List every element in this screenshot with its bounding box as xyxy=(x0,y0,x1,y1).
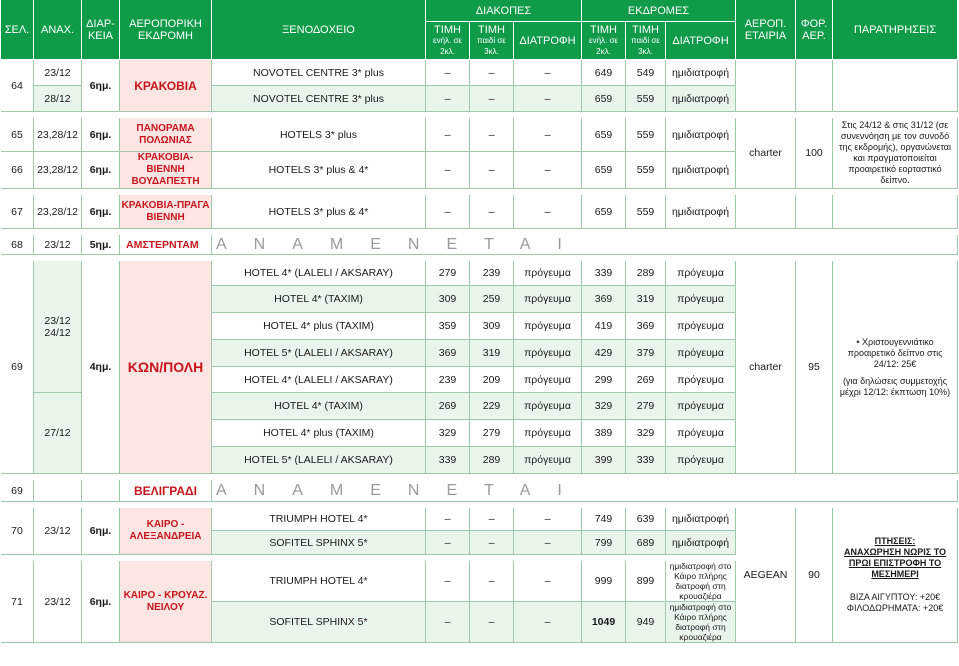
col-ekdromes: ΕΚΔΡΟΜΕΣ xyxy=(582,0,736,22)
col-notes: ΠΑΡΑΤΗΡΗΣΕΙΣ xyxy=(833,0,958,60)
meal-plan: ημιδιατροφή στο Κάιρο πλήρης διατροφή στη κρουαζιέρα xyxy=(666,602,736,643)
notes: Στις 24/12 & στις 31/12 (σε συνεννόηση με τον συνοδό της εκδρομής), οργανώνεται και πραγματοποιείται προαιρετικό εορταστικό δείπνο. xyxy=(833,118,958,189)
col-diakopes: ΔΙΑΚΟΠΕΣ xyxy=(426,0,582,22)
hotel-name: HOTEL 5* (LALELI / AKSARAY) xyxy=(212,447,426,474)
meal-plan: πρόγευμα xyxy=(514,447,582,474)
table-row xyxy=(1,195,958,229)
hotel-name: TRIUMPH HOTEL 4* xyxy=(212,561,426,602)
departure-date: 23,28/12 xyxy=(34,118,82,152)
price-child: 289 xyxy=(626,261,666,286)
meal-plan: πρόγευμα xyxy=(514,420,582,447)
empty-cell xyxy=(736,60,796,112)
empty-cell: – xyxy=(426,118,470,152)
price-adult: 269 xyxy=(426,393,470,420)
destination: ΚΑΙΡΟ - ΑΛΕΞΑΝΔΡΕΙΑ xyxy=(120,508,212,555)
price-adult: 429 xyxy=(582,340,626,367)
price-child: 689 xyxy=(626,531,666,555)
empty-cell: – xyxy=(470,531,514,555)
page-number: 70 xyxy=(1,508,34,555)
meal-plan: πρόγευμα xyxy=(514,286,582,313)
empty-cell: – xyxy=(426,152,470,189)
price-adult: 799 xyxy=(582,531,626,555)
col-diakopes-adult: ΤΙΜΗ ενήλ. σε 2κλ. xyxy=(426,22,470,60)
price-adult: 299 xyxy=(582,367,626,393)
price-child: 329 xyxy=(626,420,666,447)
empty-cell: – xyxy=(514,508,582,531)
price-adult: 369 xyxy=(582,286,626,313)
empty-cell xyxy=(796,195,833,229)
col-hotel: ΞΕΝΟΔΟΧΕΙΟ xyxy=(212,0,426,60)
meal-plan: πρόγευμα xyxy=(514,393,582,420)
hotel-name: HOTELS 3* plus xyxy=(212,118,426,152)
meal-plan: πρόγευμα xyxy=(666,261,736,286)
empty-cell: – xyxy=(470,60,514,86)
notes: • Χριστουγεννιάτικο προαιρετικό δείπνο στις 24/12: 25€ (για δηλώσεις συμμετοχής μέχρι 12/12: έκπτωση 10%) xyxy=(833,261,958,474)
price-child: 559 xyxy=(626,86,666,112)
price-adult: 419 xyxy=(582,313,626,340)
price-adult: 389 xyxy=(582,420,626,447)
hotel-name: HOTEL 4* (LALELI / AKSARAY) xyxy=(212,261,426,286)
duration: 6ημ. xyxy=(82,60,120,112)
meal-plan: ημιδιατροφή xyxy=(666,86,736,112)
departure-date: 28/12 xyxy=(34,86,82,112)
meal-plan: ημιδιατροφή xyxy=(666,195,736,229)
meal-plan: πρόγευμα xyxy=(514,367,582,393)
duration: 6ημ. xyxy=(82,118,120,152)
meal-plan: πρόγευμα xyxy=(666,393,736,420)
empty-cell: – xyxy=(514,561,582,602)
page-number: 68 xyxy=(1,235,34,255)
destination: ΚΡΑΚΟΒΙΑ-ΒΙΕΝΝΗ ΒΟΥΔΑΠΕΣΤΗ xyxy=(120,152,212,189)
empty-cell: – xyxy=(514,531,582,555)
price-adult: 239 xyxy=(426,367,470,393)
empty-cell xyxy=(833,60,958,112)
col-sel: ΣΕΛ. xyxy=(1,0,34,60)
page-number: 69 xyxy=(1,480,34,502)
airport-tax: 100 xyxy=(796,118,833,189)
destination: ΚΡΑΚΟΒΙΑ xyxy=(120,60,212,112)
price-adult: 399 xyxy=(582,447,626,474)
col-tax: ΦΟΡ. ΑΕΡ. xyxy=(796,0,833,60)
empty-cell: – xyxy=(470,602,514,643)
empty-cell: – xyxy=(470,561,514,602)
destination: ΑΜΣΤΕΡΝΤΑΜ xyxy=(120,235,212,255)
price-adult: 309 xyxy=(426,286,470,313)
meal-plan: ημιδιατροφή xyxy=(666,531,736,555)
meal-plan: ημιδιατροφή xyxy=(666,60,736,86)
meal-plan: πρόγευμα xyxy=(514,313,582,340)
empty-cell: – xyxy=(514,195,582,229)
page-number: 69 xyxy=(1,261,34,474)
airport-tax: 90 xyxy=(796,508,833,643)
airline: AEGEAN xyxy=(736,508,796,643)
table-row xyxy=(1,480,958,502)
meal-plan: ημιδιατροφή xyxy=(666,152,736,189)
price-child: 639 xyxy=(626,508,666,531)
empty-cell: – xyxy=(426,508,470,531)
page-number: 71 xyxy=(1,561,34,643)
hotel-name: HOTEL 4* plus (TAXIM) xyxy=(212,420,426,447)
empty-cell: – xyxy=(426,531,470,555)
price-adult: 659 xyxy=(582,195,626,229)
departure-date: 23/12 xyxy=(34,235,82,255)
hotel-name: SOFITEL SPHINX 5* xyxy=(212,531,426,555)
airport-tax: 95 xyxy=(796,261,833,474)
price-child: 319 xyxy=(470,340,514,367)
empty-cell: – xyxy=(470,195,514,229)
price-child: 289 xyxy=(470,447,514,474)
meal-plan: πρόγευμα xyxy=(666,340,736,367)
col-diakopes-meal: ΔΙΑΤΡΟΦΗ xyxy=(514,22,582,60)
col-ekdromes-meal: ΔΙΑΤΡΟΦΗ xyxy=(666,22,736,60)
meal-plan: πρόγευμα xyxy=(666,420,736,447)
price-adult: 749 xyxy=(582,508,626,531)
price-child: 899 xyxy=(626,561,666,602)
hotel-name: HOTEL 5* (LALELI / AKSARAY) xyxy=(212,340,426,367)
meal-plan: πρόγευμα xyxy=(666,313,736,340)
price-child: 309 xyxy=(470,313,514,340)
price-adult: 1049 xyxy=(582,602,626,643)
page-number: 66 xyxy=(1,152,34,189)
price-child: 279 xyxy=(626,393,666,420)
price-child: 229 xyxy=(470,393,514,420)
hotel-name: HOTEL 4* (TAXIM) xyxy=(212,393,426,420)
destination: ΚΑΙΡΟ - ΚΡΟΥΑΖ. ΝΕΙΛΟΥ xyxy=(120,561,212,643)
departure-date: 23/12 xyxy=(34,60,82,86)
meal-plan: ημιδιατροφή xyxy=(666,508,736,531)
airline: charter xyxy=(736,261,796,474)
hotel-name: HOTEL 4* (LALELI / AKSARAY) xyxy=(212,367,426,393)
price-adult: 659 xyxy=(582,86,626,112)
price-adult: 339 xyxy=(426,447,470,474)
empty-cell xyxy=(833,195,958,229)
duration: 5ημ. xyxy=(82,235,120,255)
price-adult: 329 xyxy=(426,420,470,447)
empty-cell xyxy=(34,480,82,502)
meal-plan: πρόγευμα xyxy=(666,286,736,313)
meal-plan: πρόγευμα xyxy=(514,261,582,286)
price-adult: 339 xyxy=(582,261,626,286)
page-number: 65 xyxy=(1,118,34,152)
price-adult: 369 xyxy=(426,340,470,367)
hotel-name: SOFITEL SPHINX 5* xyxy=(212,602,426,643)
price-child: 559 xyxy=(626,195,666,229)
page-number: 64 xyxy=(1,60,34,112)
status-pending: ΑΝΑΜΕΝΕΤΑΙ xyxy=(212,235,958,255)
departure-date: 23/12 xyxy=(34,508,82,555)
duration: 6ημ. xyxy=(82,508,120,555)
meal-plan: πρόγευμα xyxy=(666,367,736,393)
empty-cell: – xyxy=(426,86,470,112)
empty-cell xyxy=(82,480,120,502)
meal-plan: πρόγευμα xyxy=(666,447,736,474)
empty-cell: – xyxy=(426,195,470,229)
empty-cell: – xyxy=(470,118,514,152)
hotel-name: HOTEL 4* plus (TAXIM) xyxy=(212,313,426,340)
price-child: 949 xyxy=(626,602,666,643)
status-pending: ΑΝΑΜΕΝΕΤΑΙ xyxy=(212,480,958,502)
price-adult: 649 xyxy=(582,60,626,86)
price-child: 559 xyxy=(626,118,666,152)
departure-date: 23/12 24/12 xyxy=(34,261,82,393)
airline: charter xyxy=(736,118,796,189)
empty-cell: – xyxy=(470,86,514,112)
hotel-name: HOTEL 4* (TAXIM) xyxy=(212,286,426,313)
table-row xyxy=(1,118,958,152)
price-child: 339 xyxy=(626,447,666,474)
col-ekdromes-child: ΤΙΜΗ παιδί σε 3κλ. xyxy=(626,22,666,60)
empty-cell: – xyxy=(514,60,582,86)
meal-plan: ημιδιατροφή xyxy=(666,118,736,152)
hotel-name: HOTELS 3* plus & 4* xyxy=(212,195,426,229)
price-child: 279 xyxy=(470,420,514,447)
notes: ΠΤΗΣΕΙΣ: ΑΝΑΧΩΡΗΣΗ ΝΩΡΙΣ ΤΟ ΠΡΩΙ ΕΠΙΣΤΡΟΦΗ ΤΟ ΜΕΣΗΜΕΡΙ ΒΙΖΑ ΑΙΓΥΠΤΟΥ: +20€ ΦΙΛΟΔΩΡΗΜΑΤΑ: +20€ xyxy=(833,508,958,643)
meal-plan: ημιδιατροφή στο Κάιρο πλήρης διατροφή στη κρουαζιέρα xyxy=(666,561,736,602)
col-aeroporiki: ΑΕΡΟΠΟΡΙΚΗ ΕΚΔΡΟΜΗ xyxy=(120,0,212,60)
table-row xyxy=(1,60,958,86)
price-adult: 999 xyxy=(582,561,626,602)
price-child: 259 xyxy=(470,286,514,313)
price-child: 369 xyxy=(626,313,666,340)
duration: 4ημ. xyxy=(82,261,120,474)
col-ekdromes-adult: ΤΙΜΗ ενήλ. σε 2κλ. xyxy=(582,22,626,60)
col-diakopes-child: ΤΙΜΗ παιδί σε 3κλ. xyxy=(470,22,514,60)
empty-cell xyxy=(796,60,833,112)
empty-cell: – xyxy=(514,152,582,189)
destination: ΠΑΝΟΡΑΜΑ ΠΟΛΩΝΙΑΣ xyxy=(120,118,212,152)
empty-cell: – xyxy=(514,118,582,152)
price-child: 239 xyxy=(470,261,514,286)
table-row xyxy=(1,261,958,286)
departure-date: 27/12 xyxy=(34,393,82,474)
price-adult: 279 xyxy=(426,261,470,286)
departure-date: 23,28/12 xyxy=(34,152,82,189)
price-child: 319 xyxy=(626,286,666,313)
col-airline: ΑΕΡΟΠ. ΕΤΑΙΡΙΑ xyxy=(736,0,796,60)
price-child: 269 xyxy=(626,367,666,393)
duration: 6ημ. xyxy=(82,195,120,229)
hotel-name: NOVOTEL CENTRE 3* plus xyxy=(212,60,426,86)
page-number: 67 xyxy=(1,195,34,229)
empty-cell: – xyxy=(426,60,470,86)
empty-cell: – xyxy=(470,508,514,531)
hotel-name: HOTELS 3* plus & 4* xyxy=(212,152,426,189)
meal-plan: πρόγευμα xyxy=(514,340,582,367)
hotel-name: TRIUMPH HOTEL 4* xyxy=(212,508,426,531)
table-row xyxy=(1,508,958,531)
duration: 6ημ. xyxy=(82,561,120,643)
empty-cell: – xyxy=(426,602,470,643)
destination: ΚΡΑΚΟΒΙΑ-ΠΡΑΓΑ ΒΙΕΝΝΗ xyxy=(120,195,212,229)
price-child: 549 xyxy=(626,60,666,86)
col-anax: ΑΝΑΧ. xyxy=(34,0,82,60)
price-adult: 659 xyxy=(582,118,626,152)
empty-cell: – xyxy=(470,152,514,189)
price-adult: 329 xyxy=(582,393,626,420)
price-child: 559 xyxy=(626,152,666,189)
departure-date: 23/12 xyxy=(34,561,82,643)
table-row xyxy=(1,235,958,255)
empty-cell xyxy=(736,195,796,229)
departure-date: 23,28/12 xyxy=(34,195,82,229)
price-child: 209 xyxy=(470,367,514,393)
price-adult: 659 xyxy=(582,152,626,189)
empty-cell: – xyxy=(514,86,582,112)
destination: ΚΩΝ/ΠΟΛΗ xyxy=(120,261,212,474)
price-child: 379 xyxy=(626,340,666,367)
tours-price-table xyxy=(1,0,958,643)
empty-cell: – xyxy=(426,561,470,602)
empty-cell: – xyxy=(514,602,582,643)
col-diarkeia: ΔΙΑΡ-ΚΕΙΑ xyxy=(82,0,120,60)
price-adult: 359 xyxy=(426,313,470,340)
duration: 6ημ. xyxy=(82,152,120,189)
destination: ΒΕΛΙΓΡΑΔΙ xyxy=(120,480,212,502)
hotel-name: NOVOTEL CENTRE 3* plus xyxy=(212,86,426,112)
